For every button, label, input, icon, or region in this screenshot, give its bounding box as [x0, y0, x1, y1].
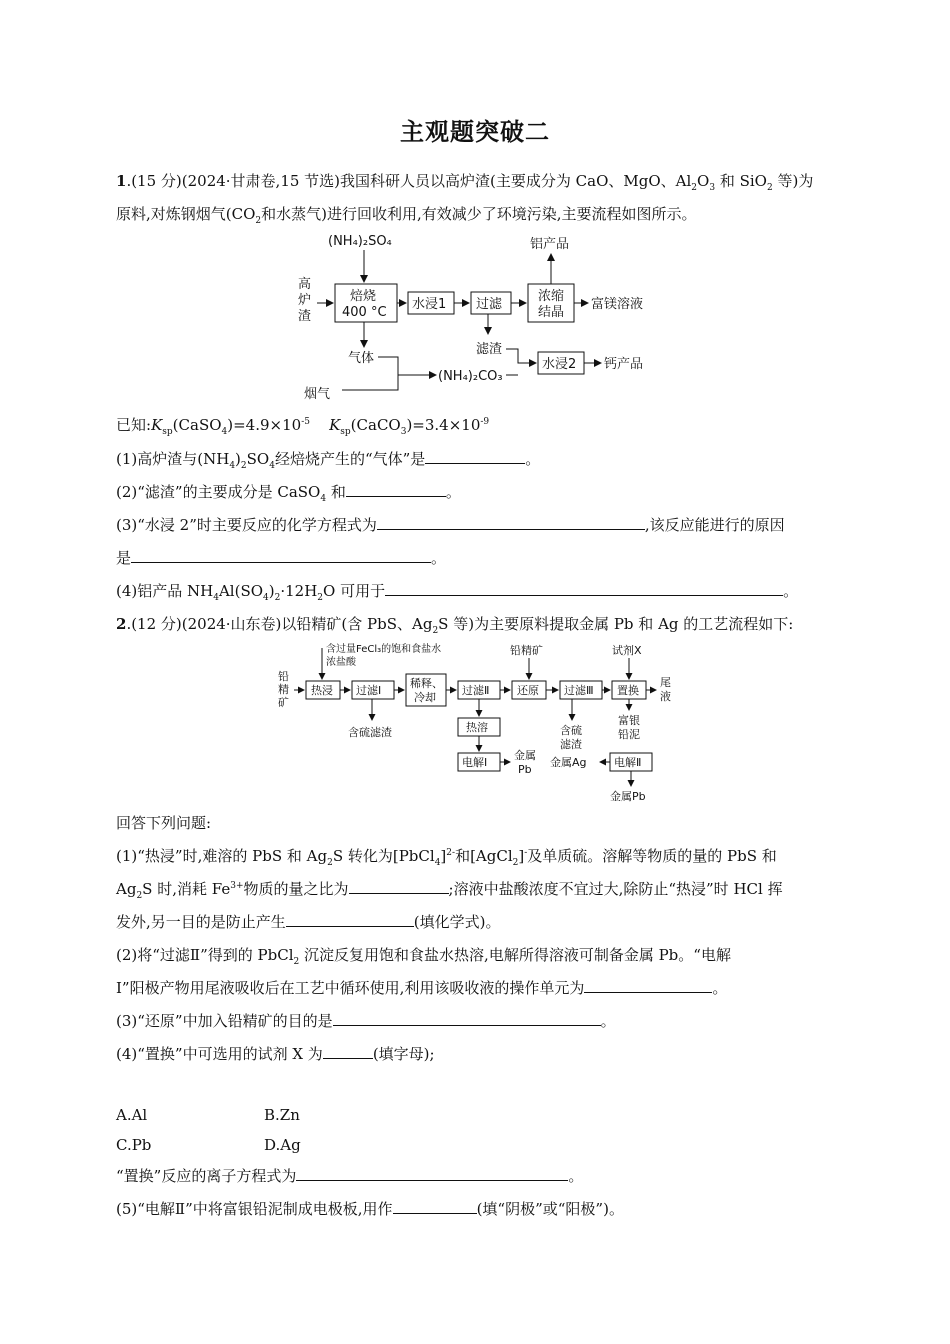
q2-part5: (5)“电解Ⅱ”中将富银铅泥制成电极板,用作 (填“阴极”或“阳极”)。 — [116, 1200, 624, 1218]
q2-part1-line3: 发外,另一目的是防止产生 (填化学式)。 — [116, 913, 501, 931]
q1-part4: (4)铝产品 $NH_4Al(SO_4)_2\cdot 12H_2O$ 可用于 。 — [116, 582, 799, 603]
slag-label-3: 渣 — [298, 309, 312, 324]
reagent-x-label: 试剂X — [612, 644, 642, 657]
q2-part3-blank[interactable] — [333, 1010, 601, 1026]
q2-part2-blank[interactable] — [584, 977, 712, 993]
q2-part1-line1: (1)“热浸”时,难溶的 PbS 和 $Ag_2S$ 转化为[PbCl$_4$]$^{2-}$和[AgCl$_2$]-及单质硫。溶解等物质的量的 PbS 和 — [116, 847, 777, 868]
conc-label-2: 结晶 — [538, 305, 565, 320]
q2-option-d[interactable]: D.Ag — [264, 1136, 301, 1154]
hot-leach-label: 热浸 — [311, 684, 333, 697]
slag-label-2: 炉 — [298, 293, 312, 308]
rich-label-2: 铅泥 — [618, 728, 640, 741]
ag-metal-label: 金属Ag — [550, 756, 587, 769]
q2-part4-blank2[interactable] — [296, 1165, 568, 1181]
electro1-label: 电解Ⅰ — [462, 756, 488, 769]
q2-option-c[interactable]: C.Pb — [116, 1136, 152, 1154]
ca-product-label: 钙产品 — [604, 357, 644, 372]
filter-label: 过滤 — [476, 297, 503, 312]
roast-label-2: 400 °C — [342, 305, 387, 320]
filter1-label: 过滤Ⅰ — [356, 684, 382, 697]
filter2-label: 过滤Ⅱ — [462, 684, 490, 697]
leach1-label: 水浸1 — [412, 297, 447, 312]
hot-dissolve-label: 热溶 — [466, 721, 488, 734]
al-product-label: 铝产品 — [530, 237, 570, 252]
dilute-label-2: 冷却 — [414, 691, 436, 704]
reagent-label-1: 含过量FeCl₃的饱和食盐水 — [326, 644, 442, 655]
replace-label: 置换 — [617, 684, 639, 697]
q1-part3-line2: 是 。 — [116, 549, 447, 567]
q2-part1-line2: $Ag_2S$ 时,消耗 $Fe^{3+}$物质的量之比为 ;溶液中盐酸浓度不宜过大,除防止“热浸”时 HCl 挥 — [116, 880, 783, 901]
gas-label: 气体 — [348, 351, 375, 366]
rich-label-1: 富银 — [618, 714, 640, 727]
q1-part1: (1)高炉渣与$(NH_4)_2SO_4$经焙烧产生的“气体”是 。 — [116, 450, 541, 471]
pb-metal-label-2: Pb — [518, 763, 532, 776]
q2-part4-line2: “置换”反应的离子方程式为 。 — [116, 1167, 584, 1185]
residue-label: 滤渣 — [476, 342, 503, 357]
mg-solution-label: 富镁溶液 — [591, 297, 644, 312]
electro2-label: 电解Ⅱ — [614, 756, 642, 769]
q2-part4-blank1[interactable] — [323, 1043, 373, 1059]
ore-label-2: 精 — [278, 683, 289, 696]
s-residue2-label-1: 含硫 — [560, 724, 582, 737]
slag-label-1: 高 — [298, 277, 312, 292]
q2-part5-blank[interactable] — [393, 1198, 477, 1214]
q1-known: 已知$:K_{sp}(CaSO_4)=4.9\times 10^{-5}$ $K_{sp}(CaCO_3)=3.4\times 10^{-9}$ — [116, 416, 490, 437]
q1-stem-line1: 1.(15 分)(2024·甘肃卷,15 节选)我国科研人员以高炉渣(主要成分为 CaO、MgO、$Al_2O_3$ 和 SiO$_2$ 等)为 — [116, 172, 814, 193]
q2-option-b[interactable]: B.Zn — [264, 1106, 300, 1124]
tail-label-2: 液 — [660, 690, 671, 703]
q1-part2-blank[interactable] — [346, 481, 446, 497]
smoke-label: 烟气 — [304, 387, 331, 402]
q2-flowchart — [272, 640, 692, 808]
q2-part2-line2: Ⅰ”阳极产物用尾液吸收后在工艺中循环使用,利用该吸收液的操作单元为 。 — [116, 979, 728, 997]
ore-label-3: 矿 — [278, 696, 289, 709]
q1-part2: (2)“滤渣”的主要成分是 CaSO$_4$ 和 。 — [116, 483, 461, 504]
page-title: 主观题突破二 — [400, 118, 550, 146]
q1-stem-line2: 原料,对炼钢烟气($CO_2$和水蒸气)进行回收利用,有效减少了环境污染,主要流程如图所示。 — [116, 205, 697, 226]
ore-top-label: 铅精矿 — [510, 644, 543, 657]
tail-label-1: 尾 — [660, 676, 671, 689]
reduce-label: 还原 — [517, 684, 539, 697]
q1-part3-line1: (3)“水浸 2”时主要反应的化学方程式为 ,该反应能进行的原因 — [116, 516, 785, 534]
q2-part2-line1: (2)将“过滤Ⅱ”得到的 PbCl$_2$ 沉淀反复用饱和食盐水热溶,电解所得溶液可制备金属 Pb。“电解 — [116, 946, 731, 967]
reagent-label-2: 浓盐酸 — [326, 657, 356, 668]
filter3-label: 过滤Ⅲ — [564, 684, 594, 697]
q2-part3: (3)“还原”中加入铅精矿的目的是 。 — [116, 1012, 616, 1030]
q1-number: 1 — [116, 172, 127, 190]
q1-part3-blank1[interactable] — [377, 514, 645, 530]
ore-label-1: 铅 — [278, 670, 289, 683]
q2-stem: 2.(12 分)(2024·山东卷)以铅精矿(含 PbS、$Ag_2S$ 等)为主要原料提取金属 Pb 和 Ag 的工艺流程如下: — [116, 615, 794, 636]
pb-metal3-label: 金属Pb — [610, 790, 646, 803]
pb-metal-label-1: 金属 — [514, 749, 536, 762]
q2-part1-blank2[interactable] — [286, 911, 414, 927]
conc-label-1: 浓缩 — [538, 289, 565, 304]
roast-label-1: 焙烧 — [350, 289, 377, 304]
q1-part4-blank[interactable] — [385, 580, 783, 596]
q2-part1-blank1[interactable] — [349, 878, 449, 894]
s-residue-label: 含硫滤渣 — [348, 726, 392, 739]
q1-part1-blank[interactable] — [425, 448, 525, 464]
q2-answer-intro: 回答下列问题: — [116, 814, 212, 832]
q2-option-a[interactable]: A.Al — [116, 1106, 148, 1124]
leach2-label: 水浸2 — [542, 357, 577, 372]
q1-flowchart — [290, 232, 670, 404]
s-residue2-label-2: 滤渣 — [560, 738, 582, 751]
q2-part4-line1: (4)“置换”中可选用的试剂 X 为 (填字母); — [116, 1045, 435, 1063]
dilute-label-1: 稀释、 — [410, 677, 443, 690]
q2-number: 2 — [116, 615, 127, 633]
nh4co3-label: (NH₄)₂CO₃ — [438, 369, 503, 384]
q1-part3-blank2[interactable] — [131, 547, 431, 563]
nh4so4-label: (NH₄)₂SO₄ — [328, 234, 392, 249]
